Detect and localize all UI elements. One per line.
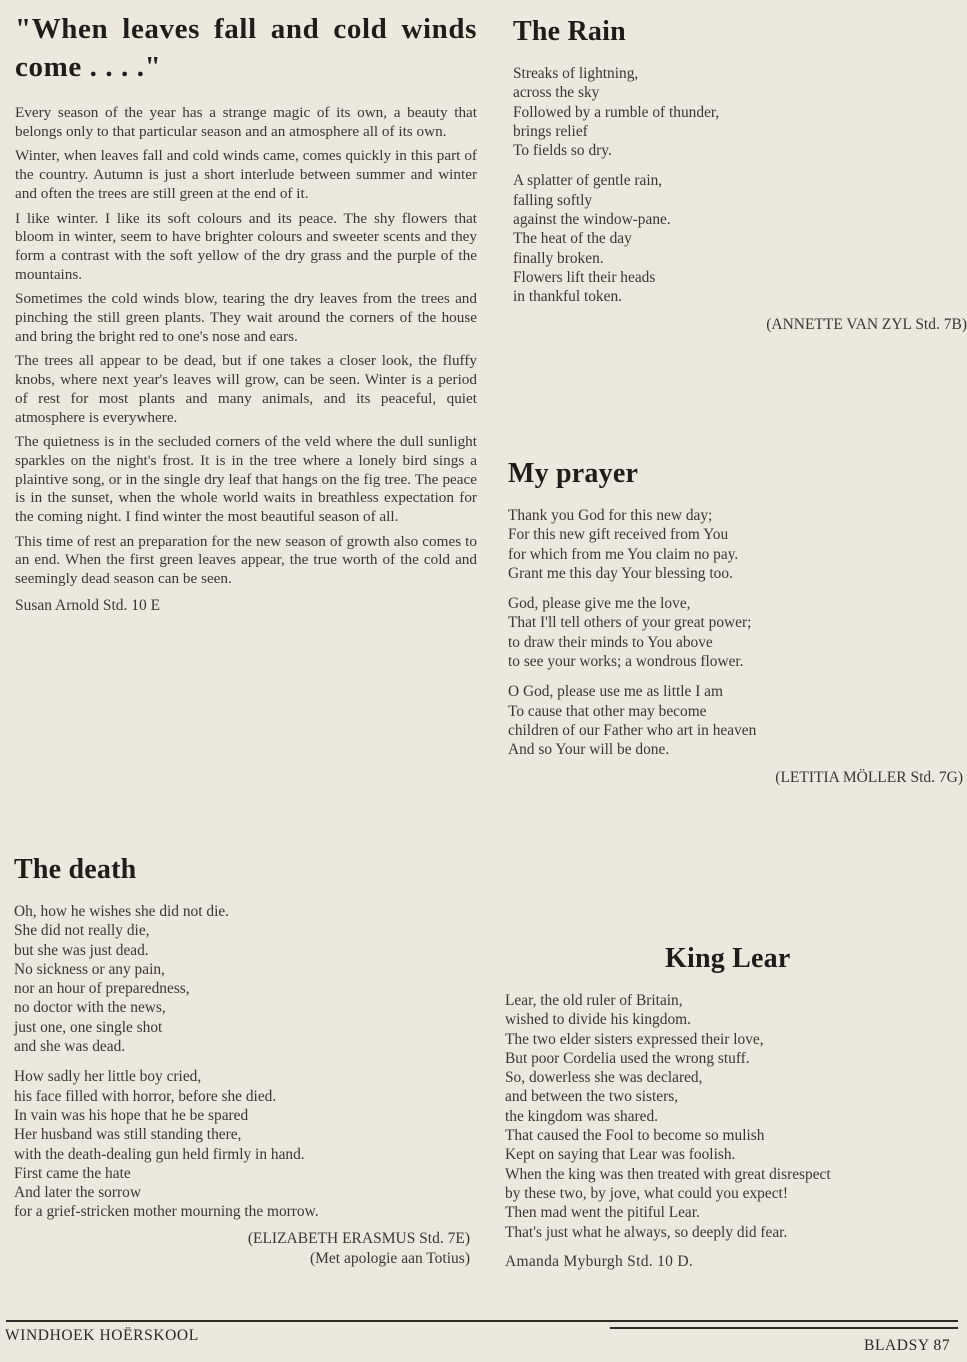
poem-line: Her husband was still standing there, — [14, 1126, 242, 1144]
poem-line: the kingdom was shared. — [505, 1107, 659, 1125]
poem-line: God, please give me the love, — [508, 595, 691, 613]
poem-line: just one, one single shot — [14, 1018, 163, 1036]
lear-poem — [505, 941, 925, 1271]
death-title: The death — [14, 854, 137, 885]
poem-line: wished to divide his kingdom. — [505, 1011, 691, 1029]
poem-line: So, dowerless she was declared, — [505, 1069, 703, 1087]
rain-poem — [513, 14, 967, 334]
poem-line: and between the two sisters, — [505, 1088, 679, 1106]
poem-line: but she was just dead. — [14, 941, 149, 959]
poem-line: To cause that other may become — [508, 702, 707, 720]
poem-line: But poor Cordelia used the wrong stuff. — [505, 1049, 750, 1067]
poem-line: across the sky — [513, 84, 600, 102]
poem-line: In vain was his hope that he be spared — [14, 1106, 249, 1124]
poem-line: to draw their minds to You above — [508, 633, 713, 651]
poem-line: falling softly — [513, 191, 593, 209]
poem-line: Flowers lift their heads — [513, 268, 656, 286]
rain-author: (ANNETTE VAN ZYL Std. 7B) — [766, 315, 967, 333]
poem-line: O God, please use me as little I am — [508, 683, 723, 701]
lear-lines — [505, 991, 925, 1242]
death-poem — [14, 852, 470, 1269]
prayer-stanza — [508, 682, 963, 759]
prayer-poem — [508, 456, 963, 787]
rain-title: The Rain — [513, 16, 626, 47]
poem-line: to see your works; a wondrous flower. — [508, 653, 744, 671]
poem-line: That's just what he always, so deeply did fear. — [505, 1223, 788, 1241]
prayer-stanza — [508, 506, 963, 583]
poem-line: Followed by a rumble of thunder, — [513, 103, 720, 121]
essay-author: Susan Arnold Std. 10 E — [15, 596, 161, 614]
essay-paragraph: The trees all appear to be dead, but if one takes a closer look, the fluffy knobs, where next year's leaves will grow, can be seen. Winter is a period of rest for most plants and many animals, and its peaceful, quiet atmosphere is everywhere. — [15, 352, 477, 426]
poem-line: Then mad went the pitiful Lear. — [505, 1204, 700, 1222]
poem-line: First came the hate — [14, 1164, 131, 1182]
footer-rule-right — [610, 1327, 958, 1329]
essay-paragraph: I like winter. I like its soft colours and its peace. The shy flowers that bloom in winter, seem to have brighter colours and sweeter scents and they form a contrast with the soft yellow of the dry grass and the purple of the mountains. — [15, 209, 477, 283]
poem-line: finally broken. — [513, 249, 604, 267]
poem-line: And so Your will be done. — [508, 741, 670, 759]
poem-line: When the king was then treated with great disrespect — [505, 1165, 831, 1183]
essay-paragraph: Winter, when leaves fall and cold winds came, comes quickly in this part of the country. Autumn is just a short interlude between summer and winter and often the trees are still green at the end of it. — [15, 147, 477, 202]
poem-line: That caused the Fool to become so mulish — [505, 1127, 765, 1145]
poem-line: A splatter of gentle rain, — [513, 172, 663, 190]
poem-line: and she was dead. — [14, 1038, 126, 1056]
poem-line: Streaks of lightning, — [513, 65, 639, 82]
prayer-stanza — [508, 594, 963, 671]
poem-line: against the window-pane. — [513, 211, 671, 229]
essay-article — [15, 10, 477, 615]
essay-paragraph: This time of rest an preparation for the new season of growth also comes to an end. When the first green leaves appear, the true worth of the cold and seemingly dead season can be seen. — [15, 532, 477, 588]
poem-line: The two elder sisters expressed their love, — [505, 1030, 764, 1048]
poem-line: brings relief — [513, 122, 588, 140]
death-author: (ELIZABETH ERASMUS Std. 7E) — [247, 1229, 470, 1247]
lear-title: King Lear — [665, 943, 791, 974]
poem-line: Oh, how he wishes she did not die. — [14, 903, 230, 920]
poem-line: To fields so dry. — [513, 142, 612, 160]
poem-line: That I'll tell others of your great power; — [508, 614, 752, 632]
poem-line: by these two, by jove, what could you expect! — [505, 1184, 788, 1202]
footer-rule — [6, 1320, 958, 1322]
footer-school: WINDHOEK HOËRSKOOL — [5, 1327, 199, 1344]
death-stanza — [14, 1067, 470, 1221]
essay-paragraph: Sometimes the cold winds blow, tearing the dry leaves from the trees and pinching the still green plants. They wait around the corners of the house and bring the bright red to one's nose and ears. — [15, 290, 477, 345]
essay-title: "When leaves fall and cold winds come . . . ." — [15, 13, 477, 83]
essay-body — [15, 104, 477, 589]
poem-line: The heat of the day — [513, 230, 632, 248]
poem-line: How sadly her little boy cried, — [14, 1068, 202, 1086]
death-author-note: (Met apologie aan Totius) — [309, 1249, 470, 1267]
prayer-title: My prayer — [508, 458, 639, 489]
poem-line: for which from me You claim no pay. — [508, 545, 739, 563]
poem-line: For this new gift received from You — [508, 526, 729, 544]
poem-line: Thank you God for this new day; — [508, 507, 713, 524]
prayer-author: (LETITIA MÖLLER Std. 7G) — [775, 768, 963, 786]
poem-line: no doctor with the news, — [14, 999, 166, 1017]
lear-author: Amanda Myburgh Std. 10 D. — [505, 1252, 694, 1270]
rain-stanza — [513, 171, 963, 306]
essay-paragraph: Every season of the year has a strange magic of its own, a beauty that belongs only to that particular season and an atmosphere all of its own. — [15, 104, 477, 140]
rain-stanza — [513, 64, 963, 160]
poem-line: his face filled with horror, before she died. — [14, 1087, 277, 1105]
poem-line: in thankful token. — [513, 288, 622, 306]
poem-line: nor an hour of preparedness, — [14, 980, 190, 998]
poem-line: Lear, the old ruler of Britain, — [505, 992, 683, 1009]
poem-line: for a grief-stricken mother mourning the morrow. — [14, 1203, 319, 1221]
death-stanza — [14, 902, 470, 1056]
poem-line: with the death-dealing gun held firmly in hand. — [14, 1145, 305, 1163]
poem-line: And later the sorrow — [14, 1184, 141, 1202]
poem-line: Grant me this day Your blessing too. — [508, 564, 733, 582]
poem-line: children of our Father who art in heaven — [508, 721, 757, 739]
poem-line: No sickness or any pain, — [14, 960, 165, 978]
poem-line: She did not really die, — [14, 922, 150, 940]
footer-page-number: BLADSY 87 — [864, 1337, 951, 1354]
essay-paragraph: The quietness is in the secluded corners of the veld where the dull sunlight sparkles on the night's frost. It is in the tree where a lonely bird sings a plaintive song, or in the single dry leaf that hangs on the fig tree. The peace is in the sunset, when the whole world waits in breathless expectation for the coming night. I find winter the most beautiful season of all. — [15, 433, 477, 526]
poem-line: Kept on saying that Lear was foolish. — [505, 1146, 736, 1164]
